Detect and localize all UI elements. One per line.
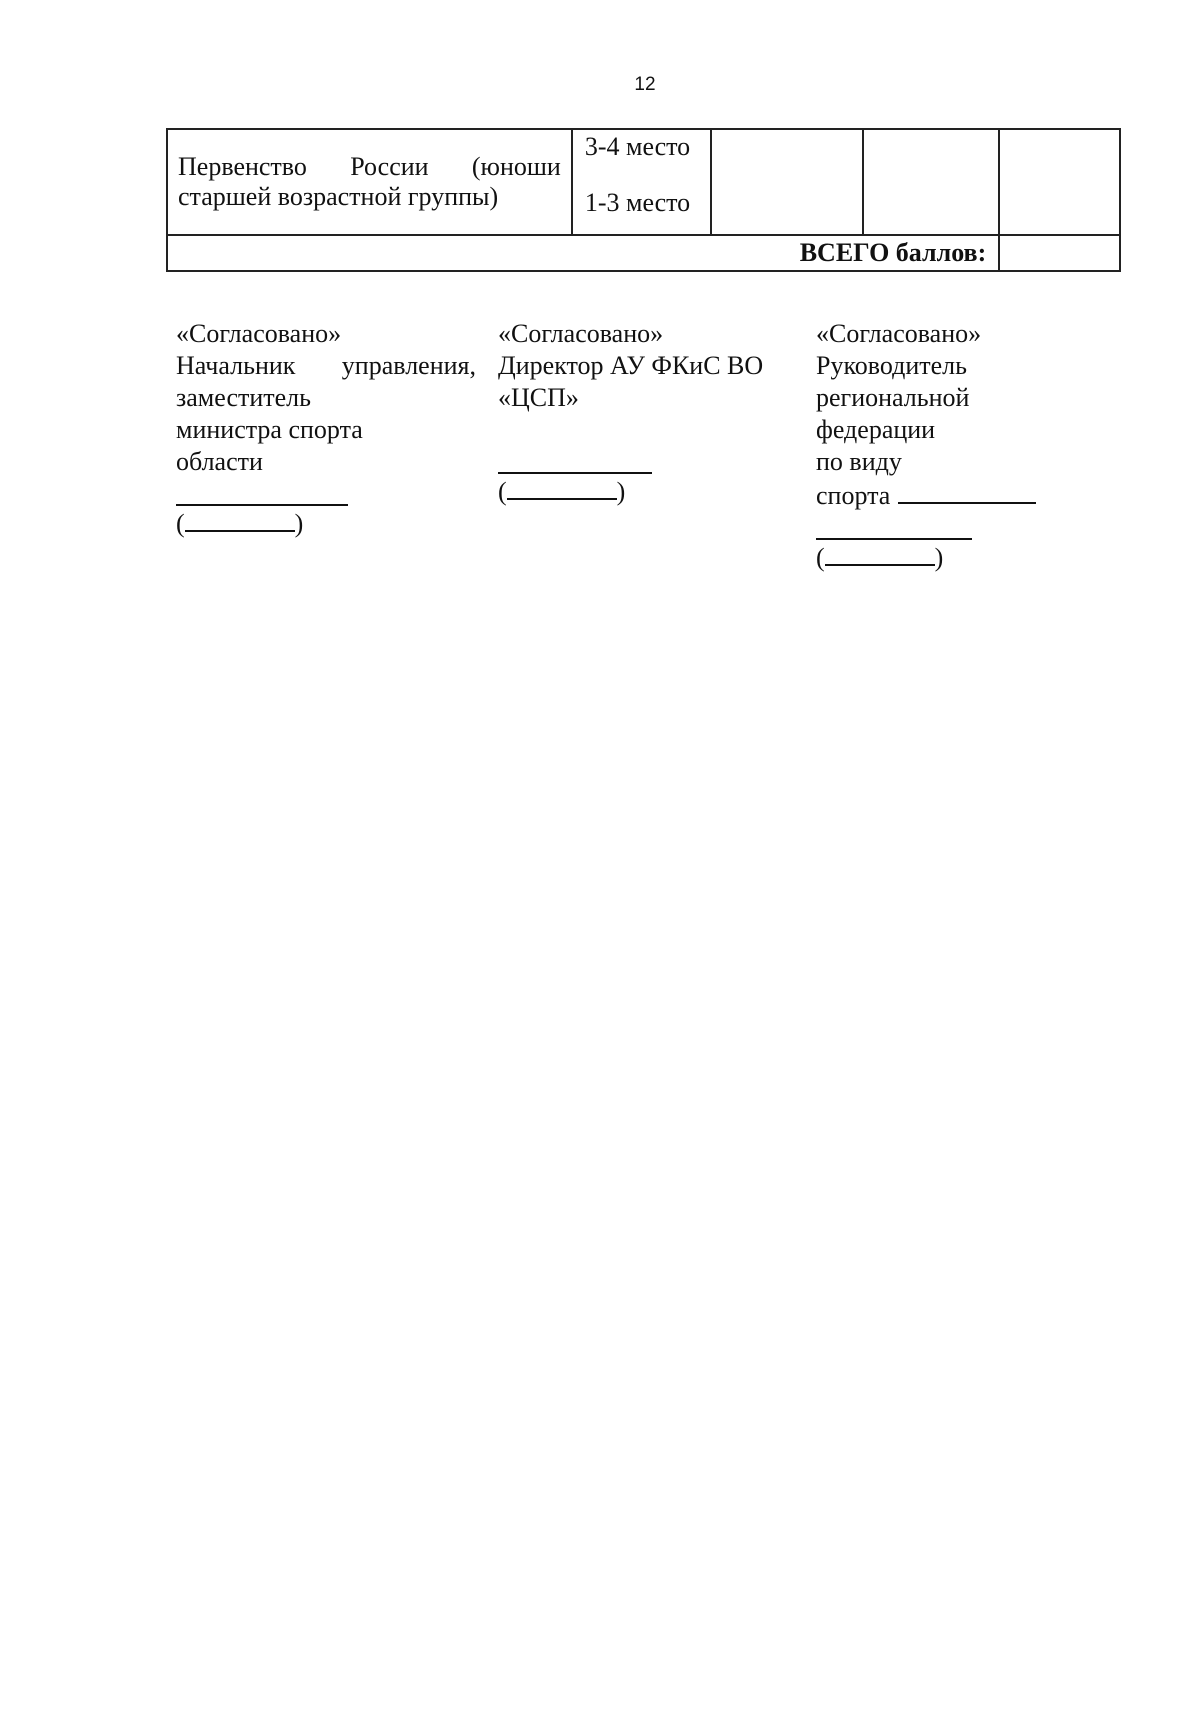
approval-line: Начальник управления,: [176, 351, 476, 380]
signature-line: [816, 512, 972, 540]
approval-heading: «Согласовано»: [498, 319, 664, 348]
approval-line: области: [176, 447, 263, 476]
signature-name-field: ( ): [176, 506, 476, 540]
approval-line: министра спорта: [176, 415, 363, 444]
approval-heading: «Согласовано»: [176, 319, 342, 348]
score-table: [166, 128, 1121, 272]
approval-line: федерации: [816, 415, 936, 444]
approval-line: региональной: [816, 383, 970, 412]
approval-line: по виду: [816, 447, 902, 476]
approval-line: заместитель: [176, 383, 312, 412]
table-row: [167, 129, 1120, 235]
spacer: [498, 414, 798, 446]
approval-block-federation: [816, 318, 1076, 574]
total-label: ВСЕГО баллов:: [167, 235, 999, 271]
sport-name-field: [898, 478, 1036, 504]
signature-line: [498, 446, 652, 474]
place-label: 1-3 место: [584, 188, 691, 218]
signature-name-field: ( ): [498, 474, 798, 508]
place-cell: [572, 129, 711, 235]
place-label: 3-4 место: [584, 132, 691, 161]
approval-heading: «Согласовано»: [816, 319, 982, 348]
approval-line: Директор АУ ФКиС ВО: [498, 351, 764, 380]
score-cell: [863, 129, 999, 235]
signature-line: [176, 478, 348, 506]
event-cell: Первенство России (юноши старшей возрастной группы): [167, 129, 572, 235]
approval-block-ministry: [176, 318, 476, 540]
total-value-cell: [999, 235, 1120, 271]
score-cell: [711, 129, 864, 235]
approval-block-director: [498, 318, 798, 508]
approval-line: «ЦСП»: [498, 383, 579, 412]
signature-name-field: ( ): [816, 540, 1076, 574]
page-number: 12: [634, 74, 656, 95]
approval-line: спорта: [816, 478, 1076, 512]
score-cell: [999, 129, 1120, 235]
approval-line: Руководитель: [816, 351, 967, 380]
table-row-total: [167, 235, 1120, 271]
